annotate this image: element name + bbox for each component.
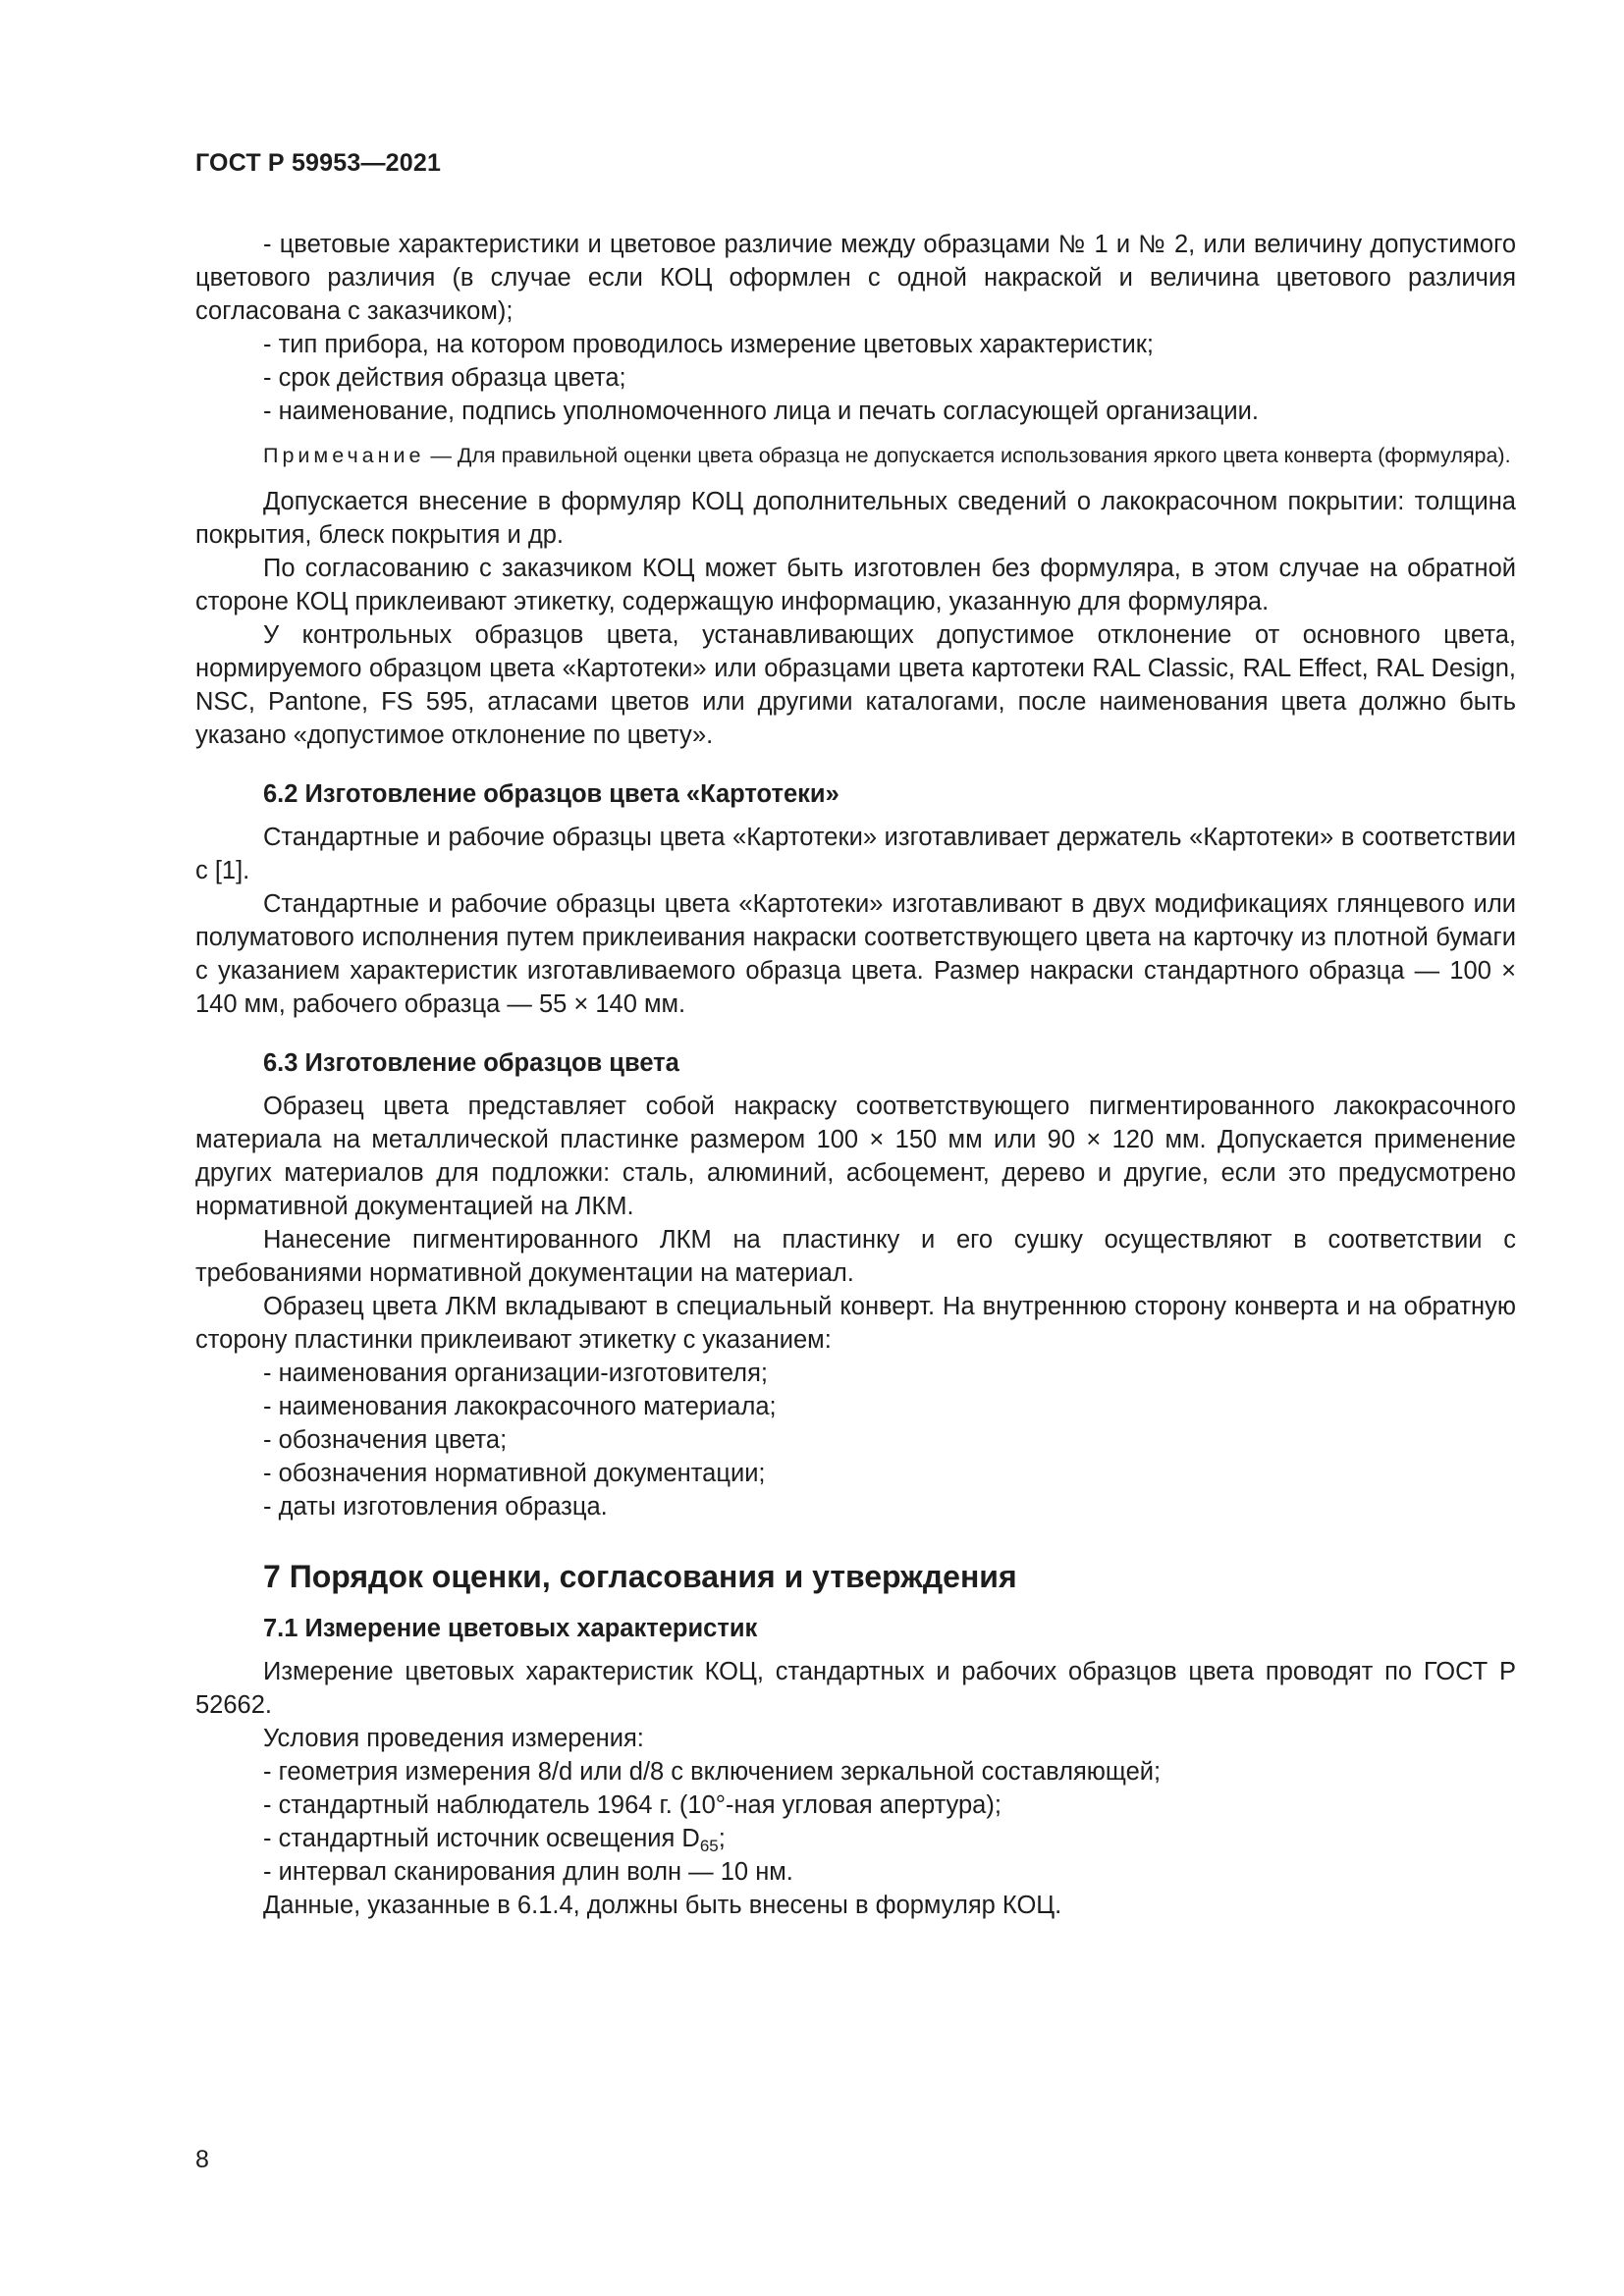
list-item: - цветовые характеристики и цветовое различие между образцами № 1 и № 2, или величину допустимого цветового различия (в случае если КОЦ оформлен с одной накраской и величина цветового различия согласована с заказчиком); <box>195 231 1516 325</box>
note <box>195 440 1516 471</box>
paragraph: Измерение цветовых характеристик КОЦ, стандартных и рабочих образцов цвета проводят по ГОСТ Р 52662. <box>195 1658 1516 1719</box>
paragraph: Допускается внесение в формуляр КОЦ дополнительных сведений о лакокрасочном покрытии: толщина покрытия, блеск покрытия и др. <box>195 488 1516 549</box>
list-item-end: ; <box>718 1825 726 1852</box>
list-item <box>195 1822 1516 1855</box>
paragraph: Нанесение пигментированного ЛКМ на пластинку и его сушку осуществляют в соответствии с требованиями нормативной документации на материал. <box>195 1226 1516 1287</box>
paragraph: Данные, указанные в 6.1.4, должны быть внесены в формуляр КОЦ. <box>263 1892 1062 1919</box>
section-heading-6-2: 6.2 Изготовление образцов цвета «Картотеки» <box>263 780 839 808</box>
paragraph: По согласованию с заказчиком КОЦ может быть изготовлен без формуляра, в этом случае на обратной стороне КОЦ приклеивают этикетку, содержащую информацию, указанную для формуляра. <box>195 555 1516 615</box>
paragraph: Образец цвета представляет собой накраску соответствующего пигментированного лакокрасочного материала на металлической пластинке размером 100 × 150 мм или 90 × 120 мм. Допускается применение других материалов для подложки: сталь, алюминий, асбоцемент, дерево и другие, если это предусмотрено нормативной документацией на ЛКМ. <box>195 1093 1516 1220</box>
subscript: 65 <box>699 1837 719 1855</box>
section-heading-7: 7 Порядок оценки, согласования и утверждения <box>263 1559 1017 1594</box>
note-label: Примечание <box>263 444 425 467</box>
list-item: - стандартный наблюдатель 1964 г. (10°-ная угловая апертура); <box>263 1791 1001 1819</box>
list-item: - срок действия образца цвета; <box>263 364 626 392</box>
page-number: 8 <box>195 2146 209 2173</box>
list-item: - геометрия измерения 8/d или d/8 с включением зеркальной составляющей; <box>263 1758 1162 1786</box>
document-body <box>195 228 1516 1922</box>
document-header: ГОСТ Р 59953—2021 <box>195 149 442 177</box>
section-heading-7-1: 7.1 Измерение цветовых характеристик <box>263 1615 758 1642</box>
paragraph: Стандартные и рабочие образцы цвета «Картотеки» изготавливают в двух модификациях глянцевого или полуматового исполнения путем приклеивания накраски соответствующего цвета на карточку из плотной бумаги с указанием характеристик изготавливаемого образца цвета. Размер накраски стандартного образца — 100 × 140 мм, рабочего образца — 55 × 140 мм. <box>195 890 1516 1018</box>
note-text: — Для правильной оценки цвета образца не допускается использования яркого цвета конверта (формуляра). <box>424 444 1511 467</box>
paragraph: У контрольных образцов цвета, устанавливающих допустимое отклонение от основного цвета, нормируемого образцом цвета «Картотеки» или образцами цвета картотеки RAL Classic, RAL Effect, RAL Design, NSC, Pantone, FS 595, атласами цветов или другими каталогами, после наименования цвета должно быть указано «допустимое отклонение по цвету». <box>195 621 1516 749</box>
list-item: - тип прибора, на котором проводилось измерение цветовых характеристик; <box>263 331 1155 358</box>
list-item: - обозначения цвета; <box>263 1426 508 1454</box>
paragraph: Условия проведения измерения: <box>263 1725 644 1752</box>
paragraph: Образец цвета ЛКМ вкладывают в специальный конверт. На внутреннюю сторону конверта и на обратную сторону пластинки приклеивают этикетку с указанием: <box>195 1293 1516 1354</box>
list-item: - обозначения нормативной документации; <box>263 1460 766 1487</box>
list-item-text: - стандартный источник освещения D <box>263 1825 700 1852</box>
section-heading-6-3: 6.3 Изготовление образцов цвета <box>263 1049 679 1077</box>
list-item: - наименования лакокрасочного материала; <box>263 1393 777 1420</box>
list-item: - наименования организации-изготовителя; <box>263 1360 768 1387</box>
list-item: - интервал сканирования длин волн — 10 нм. <box>263 1858 793 1886</box>
list-item: - наименование, подпись уполномоченного лица и печать согласующей организации. <box>263 398 1259 425</box>
paragraph: Стандартные и рабочие образцы цвета «Картотеки» изготавливает держатель «Картотеки» в соответствии с [1]. <box>195 824 1516 884</box>
list-item: - даты изготовления образца. <box>263 1493 608 1521</box>
